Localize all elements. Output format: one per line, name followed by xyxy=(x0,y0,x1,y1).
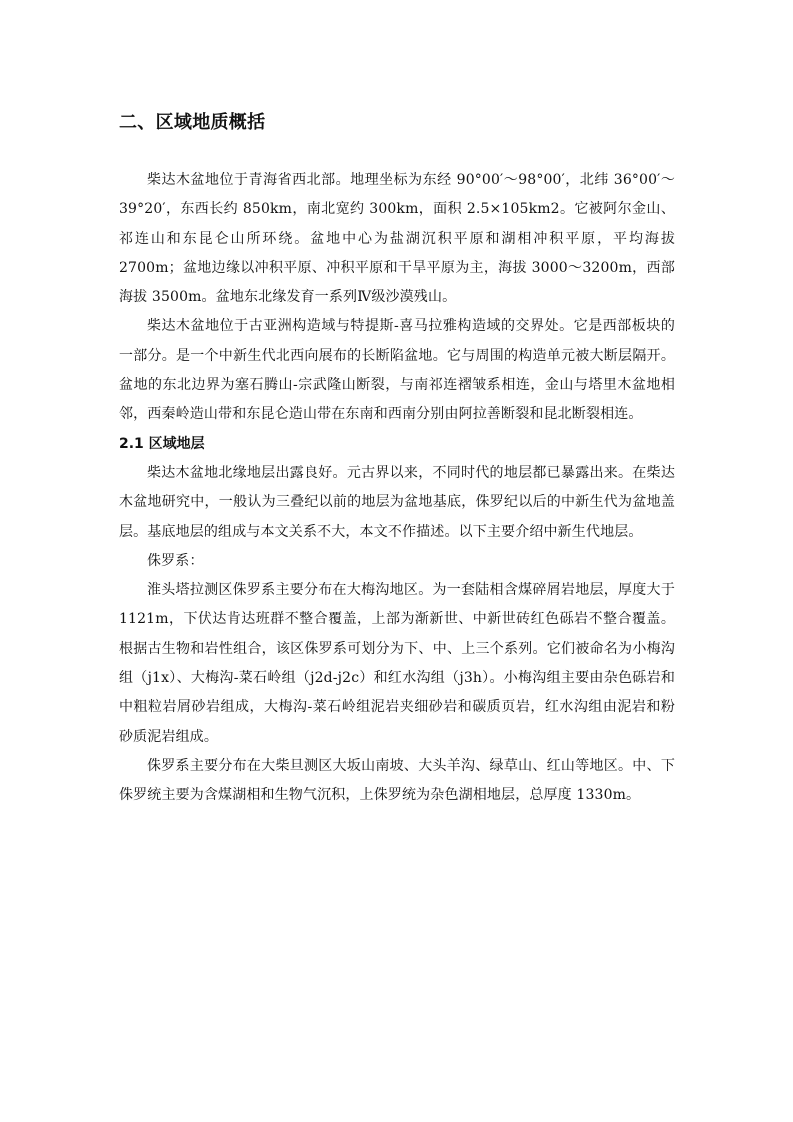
paragraph-basin-tectonics: 柴达木盆地位于古亚洲构造域与特提斯-喜马拉雅构造域的交界处。它是西部板块的一部分。是一个中新生代北西向展布的长断陷盆地。它与周围的构造单元被大断层隔开。盆地的东北边界为塞石腾山-宗武隆山断裂，与南祁连褶皱系相连，金山与塔里木盆地相邻，西秦岭造山带和东昆仑造山带在东南和西南分别由阿拉善断裂和昆北断裂相连。 xyxy=(119,318,675,423)
paragraph-basin-location: 柴达木盆地位于青海省西北部。地理坐标为东经 90°00′～98°00′，北纬 36°00′～39°20′，东西长约 850km，南北宽约 300km，面积 2.5×105km2。它被阿尔金山、祁连山和东昆仑山所环绕。盆地中心为盐湖沉积平原和湖相冲积平原，平均海拔 2700m；盆地边缘以冲积平原、冲积平原和干旱平原为主，海拔 3000～3200m，西部海拔 3500m。盆地东北缘发育一系列Ⅳ级沙漠残山。 xyxy=(119,172,675,306)
section-title: 二、区域地质概括 xyxy=(119,112,266,133)
document-content xyxy=(119,104,675,811)
subsection-title: 2.1 区域地层 xyxy=(119,435,205,452)
paragraph-jurassic-heading: 侏罗系： xyxy=(147,552,204,569)
paragraph-strata-overview: 柴达木盆地北缘地层出露良好。元古界以来，不同时代的地层都已暴露出来。在柴达木盆地研究中，一般认为三叠纪以前的地层为盆地基底，侏罗纪以后的中新生代为盆地盖层。基底地层的组成与本文关系不大，本文不作描述。以下主要介绍中新生代地层。 xyxy=(119,464,675,540)
paragraph-jurassic-dachaidan: 侏罗系主要分布在大柴旦测区大坂山南坡、大头羊沟、绿草山、红山等地区。中、下侏罗统主要为含煤湖相和生物气沉积，上侏罗统为杂色湖相地层，总厚度 1330m。 xyxy=(119,757,675,804)
paragraph-jurassic-huaitoutala: 淮头塔拉测区侏罗系主要分布在大梅沟地区。为一套陆相含煤碎屑岩地层，厚度大于 1121m，下伏达肯达班群不整合覆盖，上部为渐新世、中新世砖红色砾岩不整合覆盖。根据古生物和岩性组合，该区侏罗系可划分为下、中、上三个系列。它们被命名为小梅沟组（j1x）、大梅沟-菜石岭组（j2d-j2c）和红水沟组（j3h）。小梅沟组主要由杂色砾岩和中粗粒岩屑砂岩组成，大梅沟-菜石岭组泥岩夹细砂岩和碳质页岩，红水沟组由泥岩和粉砂质泥岩组成。 xyxy=(119,582,675,745)
